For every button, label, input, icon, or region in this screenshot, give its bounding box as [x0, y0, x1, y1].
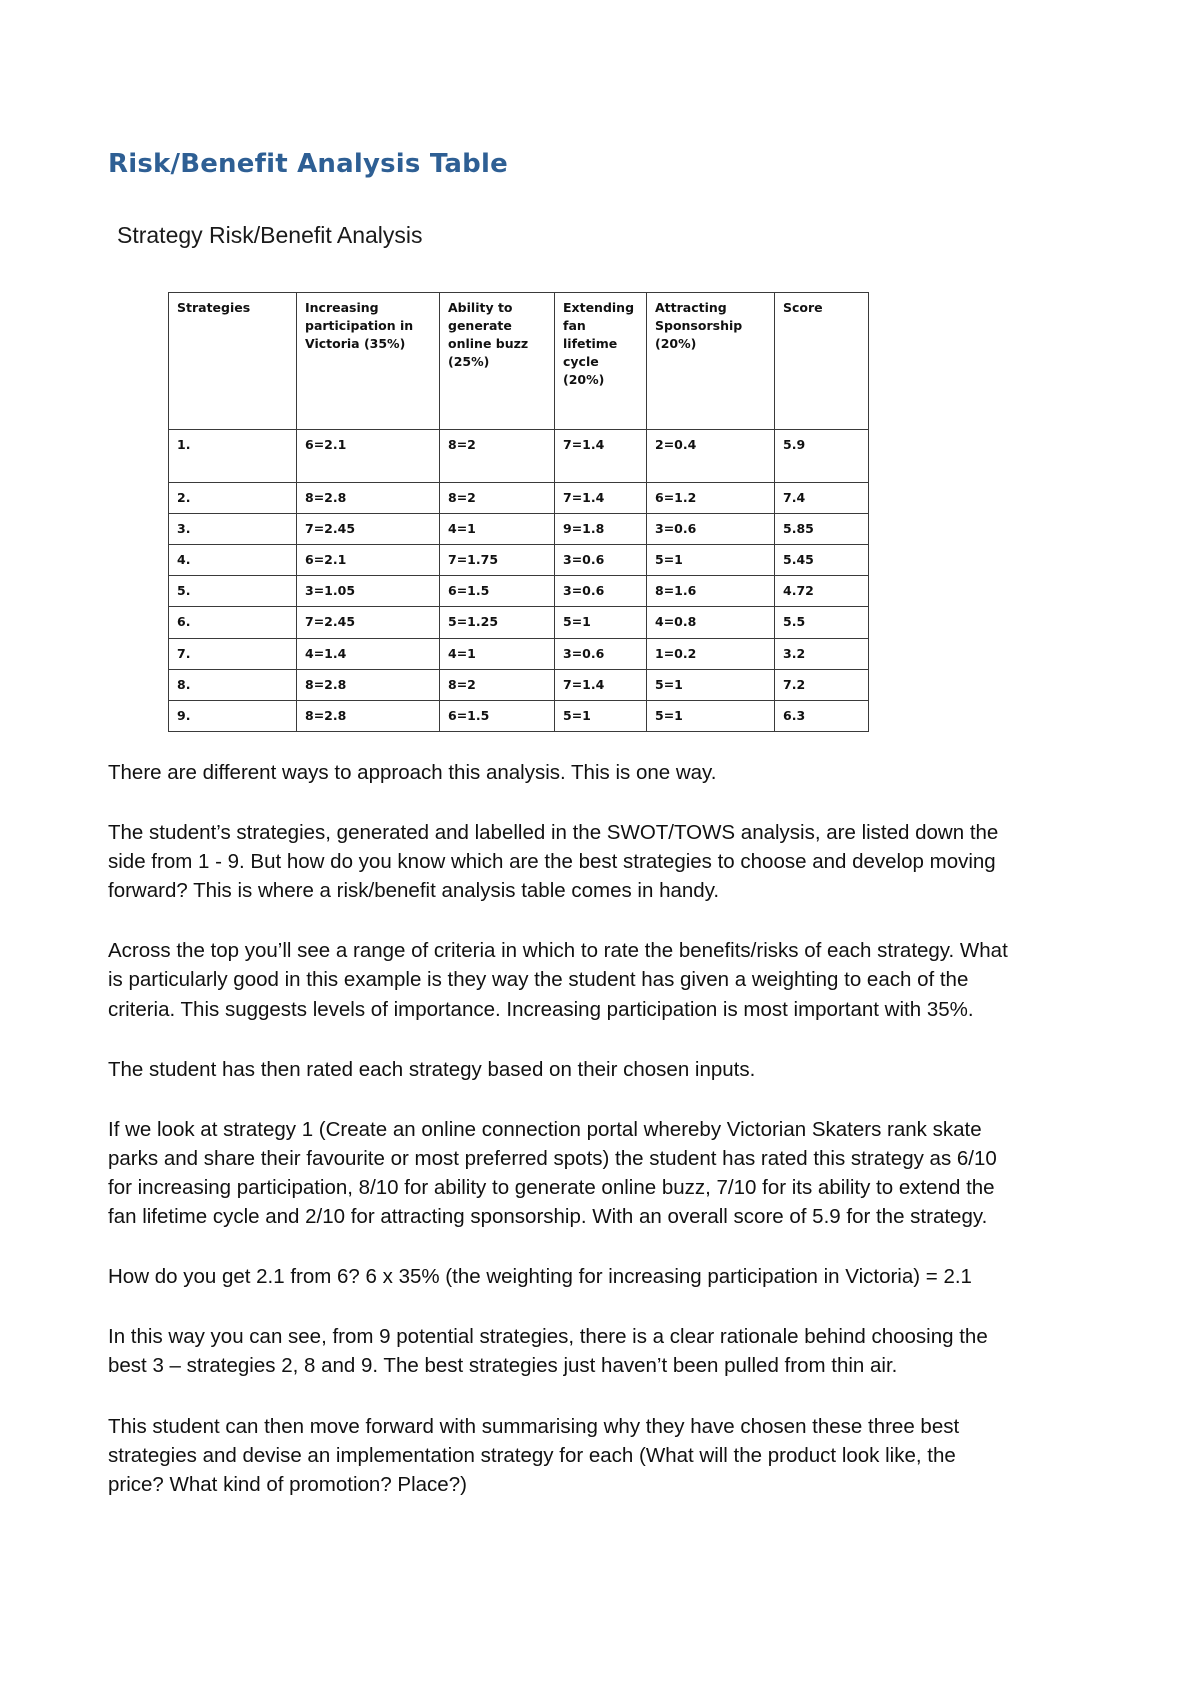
cell-criterion-2: 6=1.5 [440, 700, 555, 731]
paragraph-calculation-example: How do you get 2.1 from 6? 6 x 35% (the weighting for increasing participation in Victoria) = 2.1 [108, 1265, 972, 1289]
cell-criterion-4: 4=0.8 [647, 607, 775, 638]
cell-strategy: 7. [169, 638, 297, 669]
body-copy [108, 758, 1095, 1499]
column-header-strategies: Strategies [169, 292, 297, 429]
column-header-online-buzz: Ability to generate online buzz (25%) [440, 292, 555, 429]
cell-criterion-3: 5=1 [555, 700, 647, 731]
paragraph-best-three: In this way you can see, from 9 potential strategies, there is a clear rationale behind choosing the best 3 – strategies 2, 8 and 9. The best strategies just haven’t been pulled from thin air. [108, 1325, 988, 1378]
table-header [169, 292, 869, 429]
cell-criterion-1: 8=2.8 [297, 700, 440, 731]
paragraph-rated-inputs: The student has then rated each strategy based on their chosen inputs. [108, 1057, 756, 1081]
cell-criterion-4: 5=1 [647, 700, 775, 731]
cell-criterion-1: 6=2.1 [297, 545, 440, 576]
cell-criterion-3: 9=1.8 [555, 514, 647, 545]
cell-criterion-3: 3=0.6 [555, 545, 647, 576]
cell-criterion-1: 8=2.8 [297, 669, 440, 700]
cell-score: 5.45 [775, 545, 869, 576]
risk-benefit-table [168, 292, 869, 732]
table-row [169, 669, 869, 700]
cell-criterion-3: 7=1.4 [555, 669, 647, 700]
page-title: Risk/Benefit Analysis Table [108, 149, 508, 179]
cell-criterion-1: 6=2.1 [297, 429, 440, 482]
cell-score: 3.2 [775, 638, 869, 669]
table-body [169, 429, 869, 731]
cell-criterion-2: 4=1 [440, 638, 555, 669]
cell-criterion-3: 3=0.6 [555, 576, 647, 607]
cell-score: 6.3 [775, 700, 869, 731]
cell-strategy: 3. [169, 514, 297, 545]
cell-criterion-2: 4=1 [440, 514, 555, 545]
cell-strategy: 9. [169, 700, 297, 731]
paragraph-next-steps: This student can then move forward with summarising why they have chosen these three best strategies and devise an implementation strategy for each (What will the product look like, the price? What kind of promotion? Place?) [108, 1414, 960, 1496]
cell-criterion-4: 1=0.2 [647, 638, 775, 669]
paragraph-strategy-one-example: If we look at strategy 1 (Create an online connection portal whereby Victorian Skaters rank skate parks and share their favourite or most preferred spots) the student has rated this strategy as 6/10 for increasing participation, 8/10 for ability to generate online buzz, 7/10 for its ability to extend the fan lifetime cycle and 2/10 for attracting sponsorship. With an overall score of 5.9 for the strategy. [108, 1117, 997, 1229]
paragraph-criteria-weighting: Across the top you’ll see a range of criteria in which to rate the benefits/risks of each strategy. What is particularly good in this example is they way the student has given a weighting to each of the criteria. This suggests levels of importance. Increasing participation is most important with 35%. [108, 939, 1008, 1021]
cell-strategy: 2. [169, 482, 297, 513]
column-header-score: Score [775, 292, 869, 429]
cell-criterion-2: 8=2 [440, 482, 555, 513]
cell-criterion-2: 5=1.25 [440, 607, 555, 638]
cell-criterion-3: 3=0.6 [555, 638, 647, 669]
table-row [169, 429, 869, 482]
cell-criterion-1: 7=2.45 [297, 607, 440, 638]
cell-criterion-1: 4=1.4 [297, 638, 440, 669]
cell-criterion-4: 3=0.6 [647, 514, 775, 545]
cell-criterion-1: 8=2.8 [297, 482, 440, 513]
table-header-row [169, 292, 869, 429]
cell-strategy: 1. [169, 429, 297, 482]
cell-strategy: 6. [169, 607, 297, 638]
cell-criterion-4: 2=0.4 [647, 429, 775, 482]
table-row [169, 482, 869, 513]
cell-score: 5.9 [775, 429, 869, 482]
column-header-attracting-sponsorship: Attracting Sponsorship (20%) [647, 292, 775, 429]
table-row [169, 576, 869, 607]
table-row [169, 638, 869, 669]
column-header-fan-lifetime-cycle: Extending fan lifetime cycle (20%) [555, 292, 647, 429]
cell-criterion-4: 5=1 [647, 545, 775, 576]
column-header-increasing-participation: Increasing participation in Victoria (35%) [297, 292, 440, 429]
table-row [169, 514, 869, 545]
cell-criterion-3: 5=1 [555, 607, 647, 638]
paragraph-intro: There are different ways to approach this analysis. This is one way. [108, 760, 717, 784]
table-row [169, 700, 869, 731]
cell-strategy: 4. [169, 545, 297, 576]
cell-criterion-2: 7=1.75 [440, 545, 555, 576]
cell-score: 7.2 [775, 669, 869, 700]
cell-strategy: 5. [169, 576, 297, 607]
cell-criterion-4: 5=1 [647, 669, 775, 700]
paragraph-strategies-listed: The student’s strategies, generated and labelled in the SWOT/TOWS analysis, are listed down the side from 1 - 9. But how do you know which are the best strategies to choose and develop moving forward? This is where a risk/benefit analysis table comes in handy. [108, 821, 999, 903]
table-row [169, 545, 869, 576]
cell-criterion-2: 6=1.5 [440, 576, 555, 607]
cell-strategy: 8. [169, 669, 297, 700]
cell-score: 5.85 [775, 514, 869, 545]
table-row [169, 607, 869, 638]
cell-score: 5.5 [775, 607, 869, 638]
cell-criterion-4: 8=1.6 [647, 576, 775, 607]
cell-criterion-4: 6=1.2 [647, 482, 775, 513]
cell-criterion-3: 7=1.4 [555, 429, 647, 482]
table-caption: Strategy Risk/Benefit Analysis [117, 221, 423, 248]
cell-score: 7.4 [775, 482, 869, 513]
cell-criterion-1: 7=2.45 [297, 514, 440, 545]
cell-criterion-2: 8=2 [440, 429, 555, 482]
cell-criterion-3: 7=1.4 [555, 482, 647, 513]
cell-score: 4.72 [775, 576, 869, 607]
cell-criterion-1: 3=1.05 [297, 576, 440, 607]
cell-criterion-2: 8=2 [440, 669, 555, 700]
